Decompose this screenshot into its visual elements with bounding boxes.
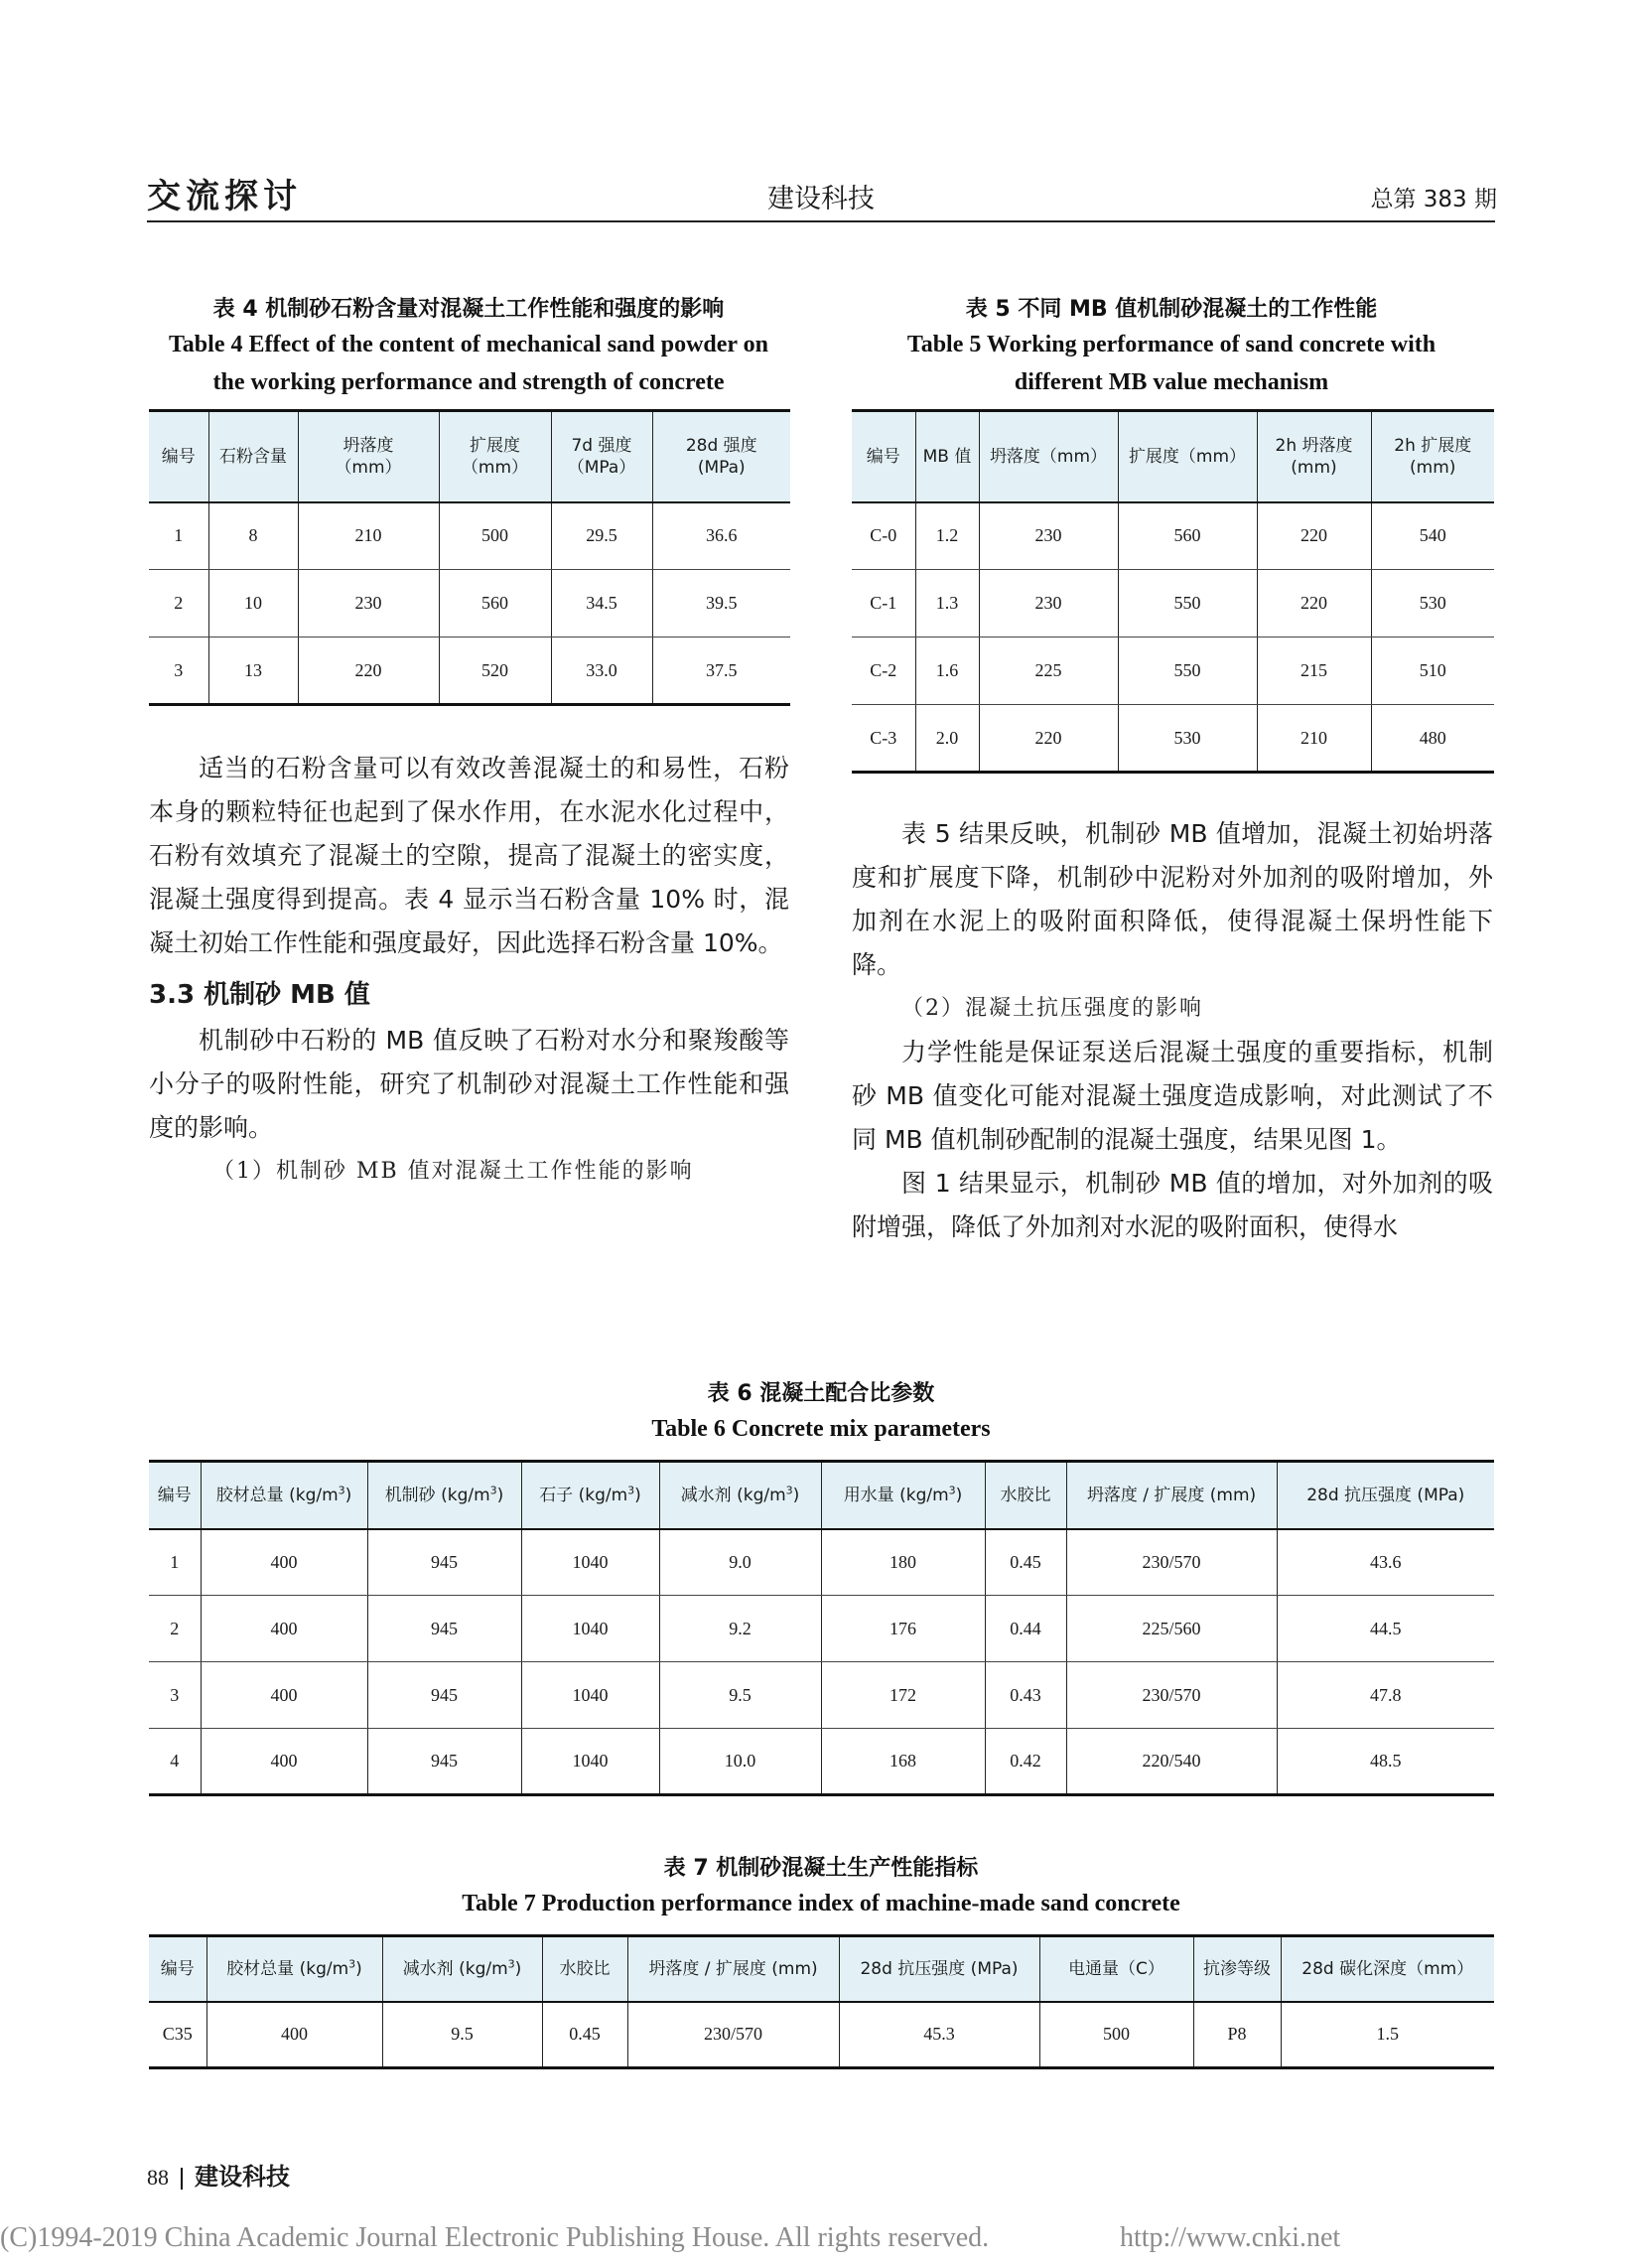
table6-caption-en: Table 6 Concrete mix parameters [651,1416,991,1442]
table5-header: 编号 [852,411,915,502]
table-cell: 210 [1257,705,1371,773]
table-cell: 1.5 [1281,2002,1494,2068]
table4-header: 编号 [149,411,208,502]
table-cell: 400 [201,1529,367,1596]
table4-caption-en: Table 4 Effect of the content of mechanical sand powder on [169,332,768,357]
table-cell: 0.43 [985,1662,1066,1729]
table5-caption-en: Table 5 Working performance of sand concrete with [906,332,1437,357]
footer-divider [181,2168,183,2190]
table-cell: 0.45 [542,2002,627,2068]
table-cell: 9.2 [659,1596,821,1662]
table7-header: 28d 抗压强度 (MPa) [839,1936,1039,2002]
paragraph: 力学性能是保证泵送后混凝土强度的重要指标，机制砂 MB 值变化可能对混凝土强度造成影响，对此测试了不同 MB 值机制砂配制的混凝土强度，结果见图 1。 [852,1038,1493,1154]
table-cell: 560 [1118,502,1257,570]
page-footer [147,2157,290,2192]
table6-header: 胶材总量 $(kg/m^3)$ [201,1462,367,1529]
table-cell: 1040 [521,1729,659,1795]
table-cell: 0.44 [985,1596,1066,1662]
table6-header: 水胶比 [985,1462,1066,1529]
table-cell: 230 [298,570,439,638]
table-cell: 225/560 [1066,1596,1277,1662]
table-row [149,638,790,705]
table6-header: 机制砂 $(kg/m^3)$ [367,1462,521,1529]
table-cell: 400 [201,1729,367,1795]
table-row [852,705,1494,773]
table5-header: 坍落度（mm） [979,411,1118,502]
table-cell: 400 [201,1662,367,1729]
table-row [149,1729,1494,1795]
table5-header: 2h 扩展度 (mm) [1371,411,1494,502]
table-cell: 2 [149,570,208,638]
table-row [852,502,1494,570]
table6-header: 28d 抗压强度 (MPa) [1277,1462,1494,1529]
table-cell: 180 [821,1529,985,1596]
table-row [852,638,1494,705]
table6 [149,1460,1494,1796]
table7-caption-en: Table 7 Production performance index of machine-made sand concrete [462,1891,1180,1916]
table-cell: 10 [208,570,298,638]
table-cell: 520 [439,638,551,705]
table-cell: 500 [439,502,551,570]
table-cell: 550 [1118,570,1257,638]
table-cell: 176 [821,1596,985,1662]
table-cell: 2.0 [915,705,979,773]
table-cell: 37.5 [652,638,790,705]
table5-caption [850,294,1493,401]
table7-header: 抗渗等级 [1193,1936,1281,2002]
table-cell: 500 [1039,2002,1193,2068]
table-cell: 168 [821,1729,985,1795]
table5-header: MB 值 [915,411,979,502]
table-row [149,570,790,638]
table5-header: 2h 坍落度 (mm) [1257,411,1371,502]
table4-caption-cn: 表 4 机制砂石粉含量对混凝土工作性能和强度的影响 [212,297,725,322]
table-cell: 220 [1257,570,1371,638]
table-cell: 9.5 [659,1662,821,1729]
table7-header: 编号 [149,1936,206,2002]
table7-header: 28d 碳化深度（mm） [1281,1936,1494,2002]
table-cell: C-3 [852,705,915,773]
table-cell: 230 [979,570,1118,638]
table4-caption-en: the working performance and strength of concrete [212,369,725,395]
table-row [149,502,790,570]
table-cell: 3 [149,1662,201,1729]
copyright-text: (C)1994-2019 China Academic Journal Electronic Publishing House. All rights reserved. [0,2222,990,2253]
table7-header: 坍落度 / 扩展度 (mm) [627,1936,839,2002]
table-cell: 220 [298,638,439,705]
table-cell: 36.6 [652,502,790,570]
table-cell: 530 [1118,705,1257,773]
table-cell: 230/570 [1066,1529,1277,1596]
table-cell: 10.0 [659,1729,821,1795]
table-cell: 945 [367,1529,521,1596]
paragraph: 机制砂中石粉的 MB 值反映了石粉对水分和聚羧酸等小分子的吸附性能，研究了机制砂对混凝土工作性能和强度的影响。 [149,1026,789,1142]
table6-header: 减水剂 $(kg/m^3)$ [659,1462,821,1529]
table-cell: 48.5 [1277,1729,1494,1795]
page-number: 88 [147,2165,169,2190]
table-cell: 945 [367,1596,521,1662]
footer-journal-name: 建设科技 [195,2163,290,2191]
table6-caption-cn: 表 6 混凝土配合比参数 [707,1381,935,1406]
table6-header: 石子 $(kg/m^3)$ [521,1462,659,1529]
table-row [852,570,1494,638]
paragraph: 图 1 结果显示，机制砂 MB 值的增加，对外加剂的吸附增强，降低了外加剂对水泥的吸附面积，使得水 [852,1169,1493,1241]
section-heading: 3.3 机制砂 MB 值 [149,980,370,1010]
table-cell: 230 [979,502,1118,570]
table5 [852,409,1494,774]
table4-header: 坍落度 （mm） [298,411,439,502]
subsection-heading: （1）机制砂 MB 值对混凝土工作性能的影响 [212,1159,694,1184]
table-cell: 1.2 [915,502,979,570]
table7-header: 减水剂 $(kg/m^3)$ [382,1936,542,2002]
table-cell: C-2 [852,638,915,705]
table-row [149,1596,1494,1662]
table-row [149,1529,1494,1596]
table-cell: 550 [1118,638,1257,705]
table-cell: 210 [298,502,439,570]
table-cell: 1040 [521,1662,659,1729]
section-title: 交流探讨 [147,177,302,216]
table-row [149,2002,1494,2068]
table4-header: 7d 强度 （MPa） [551,411,652,502]
table5-header: 扩展度（mm） [1118,411,1257,502]
table-cell: 8 [208,502,298,570]
table7-header: 胶材总量 $(kg/m^3)$ [206,1936,382,2002]
table-cell: 33.0 [551,638,652,705]
table-cell: 1 [149,502,208,570]
table-cell: P8 [1193,2002,1281,2068]
table-cell: 0.45 [985,1529,1066,1596]
journal-name: 建设科技 [767,184,875,214]
table-cell: 510 [1371,638,1494,705]
table7 [149,1934,1494,2069]
subsection-heading: （2）混凝土抗压强度的影响 [901,996,1203,1021]
table-cell: 3 [149,638,208,705]
table-cell: 172 [821,1662,985,1729]
table-cell: 2 [149,1596,201,1662]
table-cell: 0.42 [985,1729,1066,1795]
table-cell: 29.5 [551,502,652,570]
table4-header: 28d 强度 (MPa) [652,411,790,502]
table-cell: 34.5 [551,570,652,638]
cnki-link[interactable]: http://www.cnki.net [1120,2222,1341,2253]
table7-header: 电通量（C） [1039,1936,1193,2002]
table-cell: 560 [439,570,551,638]
table5-caption-en: different MB value mechanism [1014,369,1329,395]
table7-caption [147,1853,1495,1922]
table-cell: 9.0 [659,1529,821,1596]
table-cell: 540 [1371,502,1494,570]
table-cell: 230/570 [627,2002,839,2068]
paragraph: 表 5 结果反映，机制砂 MB 值增加，混凝土初始坍落度和扩展度下降，机制砂中泥粉对外加剂的吸附增加，外加剂在水泥上的吸附面积降低，使得混凝土保坍性能下降。 [852,819,1493,979]
table-cell: 13 [208,638,298,705]
table-cell: 945 [367,1662,521,1729]
table-cell: C35 [149,2002,206,2068]
table7-caption-cn: 表 7 机制砂混凝土生产性能指标 [663,1856,979,1881]
table-cell: 215 [1257,638,1371,705]
table4-caption [147,294,790,401]
table-cell: 400 [201,1596,367,1662]
table-cell: 1040 [521,1529,659,1596]
table-cell: C-1 [852,570,915,638]
left-column [149,747,789,1194]
table-cell: 47.8 [1277,1662,1494,1729]
table-cell: 945 [367,1729,521,1795]
table-cell: 4 [149,1729,201,1795]
table-cell: 1 [149,1529,201,1596]
table7-header: 水胶比 [542,1936,627,2002]
table-cell: 43.6 [1277,1529,1494,1596]
header-rule [147,220,1495,222]
table-cell: C-0 [852,502,915,570]
table-cell: 9.5 [382,2002,542,2068]
table-cell: 225 [979,638,1118,705]
table4-header: 石粉含量 [208,411,298,502]
table-cell: 44.5 [1277,1596,1494,1662]
table-cell: 45.3 [839,2002,1039,2068]
table4-header: 扩展度 （mm） [439,411,551,502]
right-column [852,812,1493,1249]
table6-header: 坍落度 / 扩展度 (mm) [1066,1462,1277,1529]
table-cell: 1.6 [915,638,979,705]
table-cell: 1.3 [915,570,979,638]
table-cell: 220/540 [1066,1729,1277,1795]
paragraph: 适当的石粉含量可以有效改善混凝土的和易性，石粉本身的颗粒特征也起到了保水作用，在水泥水化过程中，石粉有效填充了混凝土的空隙，提高了混凝土的密实度，混凝土强度得到提高。表 4 显示当石粉含量 10% 时，混凝土初始工作性能和强度最好，因此选择石粉含量 10%。 [149,754,789,957]
table6-caption [147,1378,1495,1448]
table-cell: 530 [1371,570,1494,638]
table-cell: 220 [1257,502,1371,570]
issue-number: 总第 383 期 [1370,187,1497,213]
table-cell: 480 [1371,705,1494,773]
table-cell: 220 [979,705,1118,773]
table6-header: 用水量 $(kg/m^3)$ [821,1462,985,1529]
table-cell: 1040 [521,1596,659,1662]
table-cell: 400 [206,2002,382,2068]
table6-header: 编号 [149,1462,201,1529]
table-cell: 39.5 [652,570,790,638]
table5-caption-cn: 表 5 不同 MB 值机制砂混凝土的工作性能 [965,297,1378,322]
table-cell: 230/570 [1066,1662,1277,1729]
table-row [149,1662,1494,1729]
table4 [149,409,790,706]
